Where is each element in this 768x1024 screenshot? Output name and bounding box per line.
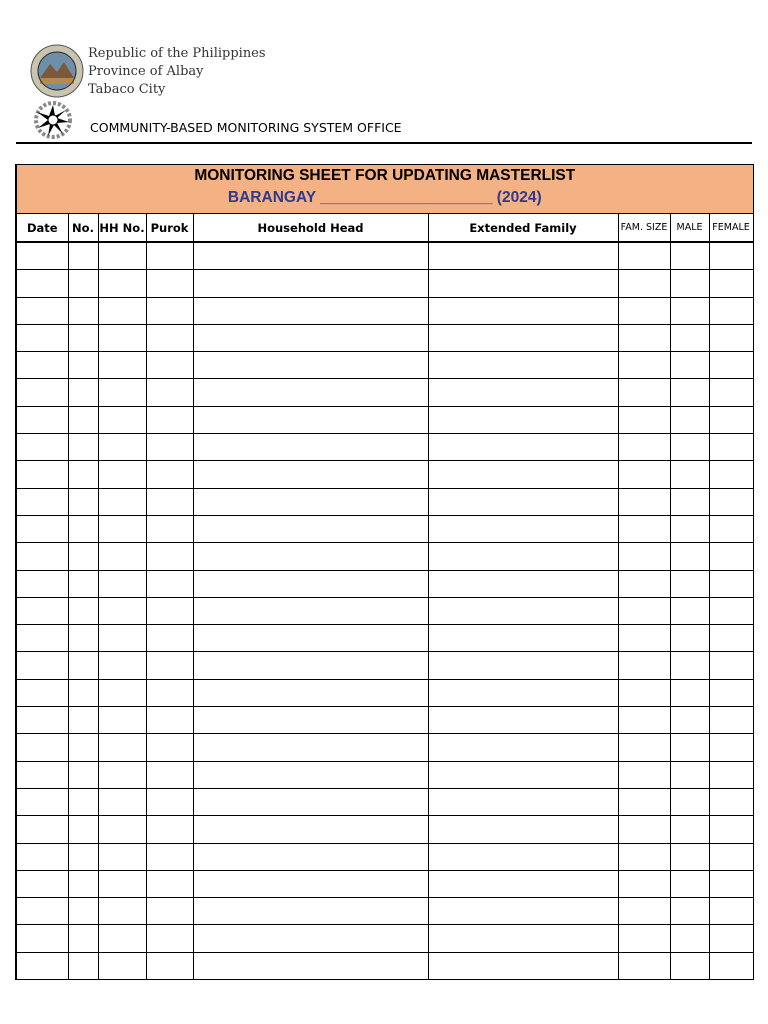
blank-cell	[68, 488, 98, 515]
blank-cell	[618, 952, 670, 979]
blank-cell	[68, 570, 98, 597]
blank-cell	[193, 925, 428, 952]
blank-cell	[193, 270, 428, 297]
blank-cell	[98, 324, 146, 351]
blank-cell	[193, 543, 428, 570]
table-row	[16, 379, 753, 406]
table-row	[16, 843, 753, 870]
blank-cell	[68, 816, 98, 843]
blank-cell	[68, 597, 98, 624]
blank-cell	[670, 543, 709, 570]
blank-cell	[618, 570, 670, 597]
blank-cell	[428, 543, 618, 570]
blank-cell	[146, 679, 193, 706]
blank-cell	[618, 297, 670, 324]
blank-cell	[670, 734, 709, 761]
blank-cell	[98, 515, 146, 542]
table-row	[16, 734, 753, 761]
blank-cell	[16, 297, 68, 324]
blank-cell	[68, 679, 98, 706]
blank-cell	[709, 843, 753, 870]
blank-cell	[618, 761, 670, 788]
blank-cell	[193, 324, 428, 351]
blank-cell	[428, 652, 618, 679]
blank-cell	[146, 242, 193, 270]
blank-cell	[670, 406, 709, 433]
table-row	[16, 625, 753, 652]
blank-cell	[16, 597, 68, 624]
blank-cell	[618, 543, 670, 570]
office-name: COMMUNITY-BASED MONITORING SYSTEM OFFICE	[90, 120, 402, 135]
blank-cell	[428, 707, 618, 734]
blank-cell	[98, 734, 146, 761]
blank-cell	[146, 707, 193, 734]
blank-cell	[709, 734, 753, 761]
table-row	[16, 652, 753, 679]
blank-cell	[16, 898, 68, 925]
blank-cell	[428, 434, 618, 461]
blank-cell	[68, 242, 98, 270]
blank-cell	[709, 925, 753, 952]
blank-cell	[146, 597, 193, 624]
blank-cell	[146, 816, 193, 843]
table-row	[16, 434, 753, 461]
column-header: HH No.	[98, 214, 146, 243]
blank-cell	[68, 652, 98, 679]
blank-cell	[68, 843, 98, 870]
blank-cell	[98, 461, 146, 488]
blank-cell	[709, 297, 753, 324]
table-row	[16, 461, 753, 488]
blank-cell	[618, 352, 670, 379]
blank-cell	[428, 406, 618, 433]
blank-cell	[98, 242, 146, 270]
table-row	[16, 816, 753, 843]
table-row	[16, 898, 753, 925]
blank-cell	[428, 925, 618, 952]
blank-cell	[16, 352, 68, 379]
blank-cell	[618, 242, 670, 270]
header-divider	[16, 142, 752, 144]
blank-cell	[428, 679, 618, 706]
table-row	[16, 597, 753, 624]
table-row	[16, 761, 753, 788]
blank-cell	[428, 761, 618, 788]
blank-cell	[146, 898, 193, 925]
blank-cell	[193, 679, 428, 706]
blank-cell	[146, 406, 193, 433]
blank-cell	[670, 652, 709, 679]
blank-cell	[146, 734, 193, 761]
table-row	[16, 242, 753, 270]
blank-cell	[98, 707, 146, 734]
blank-cell	[618, 788, 670, 815]
blank-cell	[68, 952, 98, 979]
blank-cell	[709, 652, 753, 679]
blank-cell	[428, 324, 618, 351]
blank-cell	[709, 707, 753, 734]
blank-cell	[618, 707, 670, 734]
blank-cell	[193, 242, 428, 270]
blank-cell	[193, 515, 428, 542]
blank-cell	[68, 379, 98, 406]
blank-cell	[709, 352, 753, 379]
table-row	[16, 788, 753, 815]
blank-cell	[428, 297, 618, 324]
province-line: Province of Albay	[88, 64, 204, 79]
table-row	[16, 270, 753, 297]
blank-cell	[670, 761, 709, 788]
blank-cell	[428, 816, 618, 843]
blank-cell	[670, 843, 709, 870]
blank-cell	[709, 570, 753, 597]
blank-cell	[428, 788, 618, 815]
blank-cell	[193, 625, 428, 652]
blank-cell	[193, 870, 428, 897]
cbms-logo-icon	[31, 100, 81, 140]
blank-cell	[16, 707, 68, 734]
blank-cell	[618, 843, 670, 870]
blank-cell	[193, 406, 428, 433]
blank-cell	[428, 488, 618, 515]
blank-cell	[68, 543, 98, 570]
blank-cell	[670, 515, 709, 542]
blank-cell	[709, 406, 753, 433]
blank-cell	[68, 925, 98, 952]
blank-cell	[146, 788, 193, 815]
blank-cell	[98, 488, 146, 515]
table-row	[16, 707, 753, 734]
blank-cell	[98, 761, 146, 788]
column-header: Household Head	[193, 214, 428, 243]
blank-cell	[428, 625, 618, 652]
blank-cell	[428, 570, 618, 597]
blank-cell	[146, 952, 193, 979]
blank-cell	[146, 488, 193, 515]
table-row	[16, 952, 753, 979]
blank-cell	[68, 352, 98, 379]
blank-cell	[68, 870, 98, 897]
table-row	[16, 488, 753, 515]
blank-cell	[68, 707, 98, 734]
blank-cell	[193, 597, 428, 624]
column-header: FAM. SIZE	[618, 214, 670, 243]
blank-cell	[709, 461, 753, 488]
blank-cell	[146, 270, 193, 297]
blank-cell	[193, 461, 428, 488]
monitoring-sheet-table	[15, 164, 754, 980]
blank-cell	[618, 515, 670, 542]
blank-cell	[98, 297, 146, 324]
blank-cell	[193, 488, 428, 515]
column-header-row	[16, 214, 753, 243]
blank-cell	[670, 952, 709, 979]
blank-cell	[146, 352, 193, 379]
blank-cell	[98, 952, 146, 979]
blank-cell	[98, 406, 146, 433]
blank-cell	[670, 898, 709, 925]
blank-cell	[16, 925, 68, 952]
blank-cell	[670, 242, 709, 270]
blank-cell	[618, 679, 670, 706]
blank-cell	[98, 597, 146, 624]
sheet-title: MONITORING SHEET FOR UPDATING MASTERLIST	[194, 167, 576, 184]
blank-cell	[618, 652, 670, 679]
sheet-body	[16, 242, 753, 980]
blank-cell	[618, 625, 670, 652]
blank-cell	[709, 597, 753, 624]
blank-cell	[670, 925, 709, 952]
blank-cell	[16, 324, 68, 351]
column-header: Date	[16, 214, 68, 243]
blank-cell	[670, 352, 709, 379]
blank-cell	[670, 461, 709, 488]
table-row	[16, 324, 753, 351]
blank-cell	[16, 461, 68, 488]
blank-cell	[16, 788, 68, 815]
blank-cell	[709, 270, 753, 297]
table-row	[16, 406, 753, 433]
blank-cell	[16, 816, 68, 843]
blank-cell	[193, 816, 428, 843]
blank-cell	[16, 570, 68, 597]
blank-cell	[709, 543, 753, 570]
blank-cell	[670, 324, 709, 351]
blank-cell	[98, 898, 146, 925]
blank-cell	[670, 707, 709, 734]
blank-cell	[670, 488, 709, 515]
column-header: Extended Family	[428, 214, 618, 243]
table-row	[16, 543, 753, 570]
country-line: Republic of the Philippines	[88, 46, 266, 61]
blank-cell	[146, 434, 193, 461]
column-header: FEMALE	[709, 214, 753, 243]
blank-cell	[709, 515, 753, 542]
blank-cell	[428, 898, 618, 925]
blank-cell	[98, 434, 146, 461]
blank-cell	[98, 625, 146, 652]
blank-cell	[146, 925, 193, 952]
blank-cell	[618, 270, 670, 297]
blank-cell	[146, 515, 193, 542]
blank-cell	[146, 324, 193, 351]
blank-cell	[16, 679, 68, 706]
blank-cell	[670, 379, 709, 406]
blank-cell	[193, 434, 428, 461]
table-row	[16, 870, 753, 897]
blank-cell	[98, 270, 146, 297]
blank-cell	[146, 870, 193, 897]
blank-cell	[68, 461, 98, 488]
blank-cell	[193, 707, 428, 734]
blank-cell	[146, 297, 193, 324]
blank-cell	[98, 379, 146, 406]
sheet-title-block	[16, 165, 753, 214]
blank-cell	[98, 543, 146, 570]
blank-cell	[428, 515, 618, 542]
blank-cell	[193, 898, 428, 925]
blank-cell	[709, 816, 753, 843]
blank-cell	[68, 434, 98, 461]
table-row	[16, 297, 753, 324]
blank-cell	[193, 352, 428, 379]
column-header: MALE	[670, 214, 709, 243]
blank-cell	[428, 870, 618, 897]
blank-cell	[709, 898, 753, 925]
blank-cell	[98, 925, 146, 952]
blank-cell	[618, 925, 670, 952]
blank-cell	[618, 379, 670, 406]
column-header: No.	[68, 214, 98, 243]
blank-cell	[68, 324, 98, 351]
blank-cell	[618, 324, 670, 351]
blank-cell	[618, 461, 670, 488]
blank-cell	[146, 461, 193, 488]
blank-cell	[428, 242, 618, 270]
blank-cell	[68, 734, 98, 761]
blank-cell	[709, 488, 753, 515]
blank-cell	[16, 406, 68, 433]
blank-cell	[428, 352, 618, 379]
city-seal-icon	[30, 44, 84, 98]
blank-cell	[428, 597, 618, 624]
blank-cell	[670, 625, 709, 652]
blank-cell	[618, 898, 670, 925]
blank-cell	[670, 270, 709, 297]
blank-cell	[428, 270, 618, 297]
blank-cell	[618, 734, 670, 761]
blank-cell	[146, 843, 193, 870]
blank-cell	[193, 734, 428, 761]
blank-cell	[98, 816, 146, 843]
blank-cell	[709, 679, 753, 706]
blank-cell	[670, 788, 709, 815]
blank-cell	[709, 761, 753, 788]
blank-cell	[68, 270, 98, 297]
blank-cell	[98, 679, 146, 706]
blank-cell	[16, 270, 68, 297]
blank-cell	[16, 515, 68, 542]
blank-cell	[98, 570, 146, 597]
blank-cell	[16, 843, 68, 870]
table-row	[16, 352, 753, 379]
blank-cell	[709, 952, 753, 979]
blank-cell	[16, 761, 68, 788]
blank-cell	[68, 898, 98, 925]
blank-cell	[146, 625, 193, 652]
blank-cell	[16, 543, 68, 570]
blank-cell	[193, 843, 428, 870]
table-row	[16, 570, 753, 597]
blank-cell	[16, 434, 68, 461]
blank-cell	[98, 352, 146, 379]
blank-cell	[670, 597, 709, 624]
blank-cell	[16, 952, 68, 979]
table-row	[16, 515, 753, 542]
blank-cell	[670, 870, 709, 897]
blank-cell	[709, 379, 753, 406]
blank-cell	[193, 952, 428, 979]
blank-cell	[193, 788, 428, 815]
city-line: Tabaco City	[88, 82, 166, 97]
blank-cell	[670, 434, 709, 461]
blank-cell	[146, 379, 193, 406]
blank-cell	[709, 870, 753, 897]
blank-cell	[709, 788, 753, 815]
blank-cell	[193, 652, 428, 679]
blank-cell	[670, 570, 709, 597]
blank-cell	[146, 652, 193, 679]
blank-cell	[428, 843, 618, 870]
blank-cell	[98, 788, 146, 815]
blank-cell	[709, 434, 753, 461]
blank-cell	[68, 625, 98, 652]
blank-cell	[193, 297, 428, 324]
blank-cell	[16, 379, 68, 406]
blank-cell	[146, 761, 193, 788]
blank-cell	[670, 679, 709, 706]
blank-cell	[68, 406, 98, 433]
table-row	[16, 679, 753, 706]
blank-cell	[670, 297, 709, 324]
blank-cell	[428, 461, 618, 488]
blank-cell	[618, 434, 670, 461]
blank-cell	[428, 734, 618, 761]
blank-cell	[193, 570, 428, 597]
blank-cell	[709, 625, 753, 652]
blank-cell	[16, 652, 68, 679]
blank-cell	[16, 625, 68, 652]
blank-cell	[670, 816, 709, 843]
blank-cell	[618, 406, 670, 433]
blank-cell	[16, 870, 68, 897]
blank-cell	[68, 761, 98, 788]
blank-cell	[146, 543, 193, 570]
blank-cell	[618, 816, 670, 843]
column-header: Purok	[146, 214, 193, 243]
blank-cell	[618, 870, 670, 897]
blank-cell	[618, 488, 670, 515]
blank-cell	[146, 570, 193, 597]
blank-cell	[68, 515, 98, 542]
barangay-line: BARANGAY ____________________ (2024)	[227, 189, 542, 206]
blank-cell	[16, 242, 68, 270]
blank-cell	[709, 242, 753, 270]
blank-cell	[98, 652, 146, 679]
blank-cell	[68, 788, 98, 815]
blank-cell	[193, 761, 428, 788]
blank-cell	[618, 597, 670, 624]
blank-cell	[709, 324, 753, 351]
blank-cell	[68, 297, 98, 324]
blank-cell	[16, 734, 68, 761]
table-row	[16, 925, 753, 952]
blank-cell	[428, 379, 618, 406]
blank-cell	[98, 870, 146, 897]
blank-cell	[193, 379, 428, 406]
blank-cell	[98, 843, 146, 870]
blank-cell	[428, 952, 618, 979]
blank-cell	[16, 488, 68, 515]
government-header	[88, 45, 266, 99]
